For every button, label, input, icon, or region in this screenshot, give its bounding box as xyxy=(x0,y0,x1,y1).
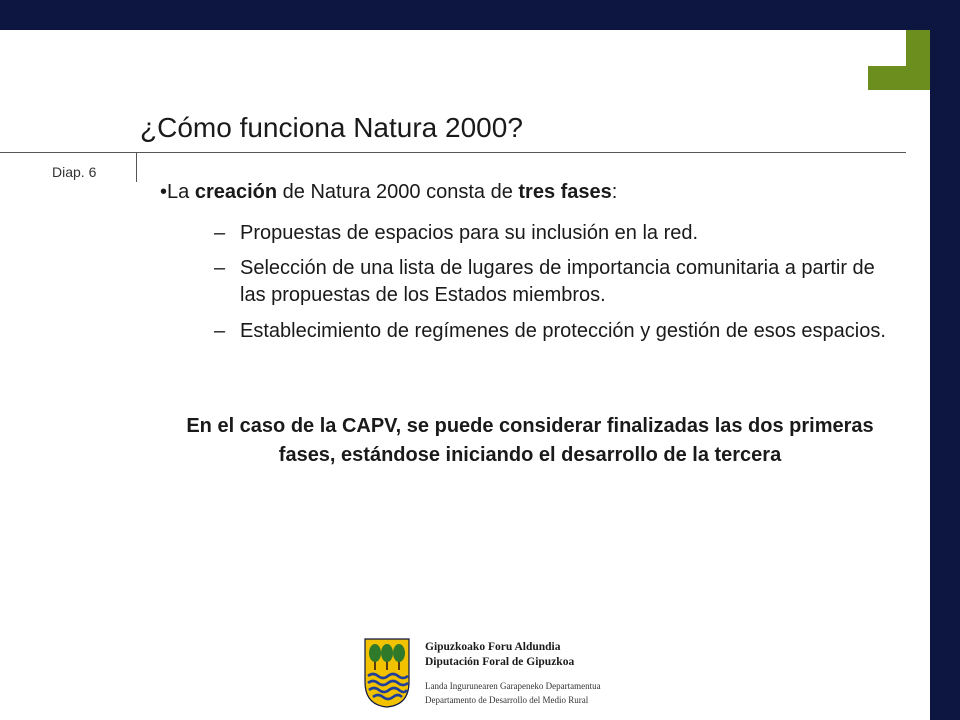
bullet-text-pre: La xyxy=(167,181,195,203)
bullet-text-post: : xyxy=(611,181,618,203)
slide-number-divider xyxy=(136,152,137,182)
sub-item-text: Selección de una lista de lugares de importancia comunitaria a partir de las propuestas de los Estados miembros. xyxy=(240,257,875,306)
sub-item xyxy=(214,318,894,345)
dash-marker: – xyxy=(214,320,226,342)
slide-number: Diap. 6 xyxy=(52,164,97,180)
sub-item xyxy=(214,255,894,309)
gipuzkoa-coat-of-arms-icon xyxy=(364,638,410,708)
sub-item xyxy=(214,220,894,247)
main-bullet xyxy=(160,181,617,204)
sub-item-text: Propuestas de espacios para su inclusión en la red. xyxy=(240,222,699,244)
bullet-marker: • xyxy=(160,181,168,203)
right-side-banner xyxy=(930,0,960,720)
dash-marker: – xyxy=(214,257,226,279)
department-name-basque: Landa Ingurunearen Garapeneko Departamentua xyxy=(425,681,601,691)
bullet-text-mid: de Natura 2000 consta de xyxy=(277,181,519,203)
department-name-spanish: Departamento de Desarrollo del Medio Rural xyxy=(425,695,589,705)
sub-item-text: Establecimiento de regímenes de protección y gestión de esos espacios. xyxy=(240,320,886,342)
conclusion-text: En el caso de la CAPV, se puede considerar finalizadas las dos primeras fases, estándose iniciando el desarrollo de la tercera xyxy=(186,415,874,466)
org-name-basque: Gipuzkoako Foru Aldundia xyxy=(425,641,561,653)
org-name-spanish: Diputación Foral de Gipuzkoa xyxy=(425,656,575,668)
top-banner xyxy=(0,0,960,30)
bullet-bold-tres-fases: tres fases xyxy=(518,181,612,203)
dash-marker: – xyxy=(214,222,226,244)
green-square-cutout xyxy=(868,30,906,66)
slide-title: ¿Cómo funciona Natura 2000? xyxy=(140,112,523,143)
bullet-bold-creacion: creación xyxy=(194,181,278,203)
